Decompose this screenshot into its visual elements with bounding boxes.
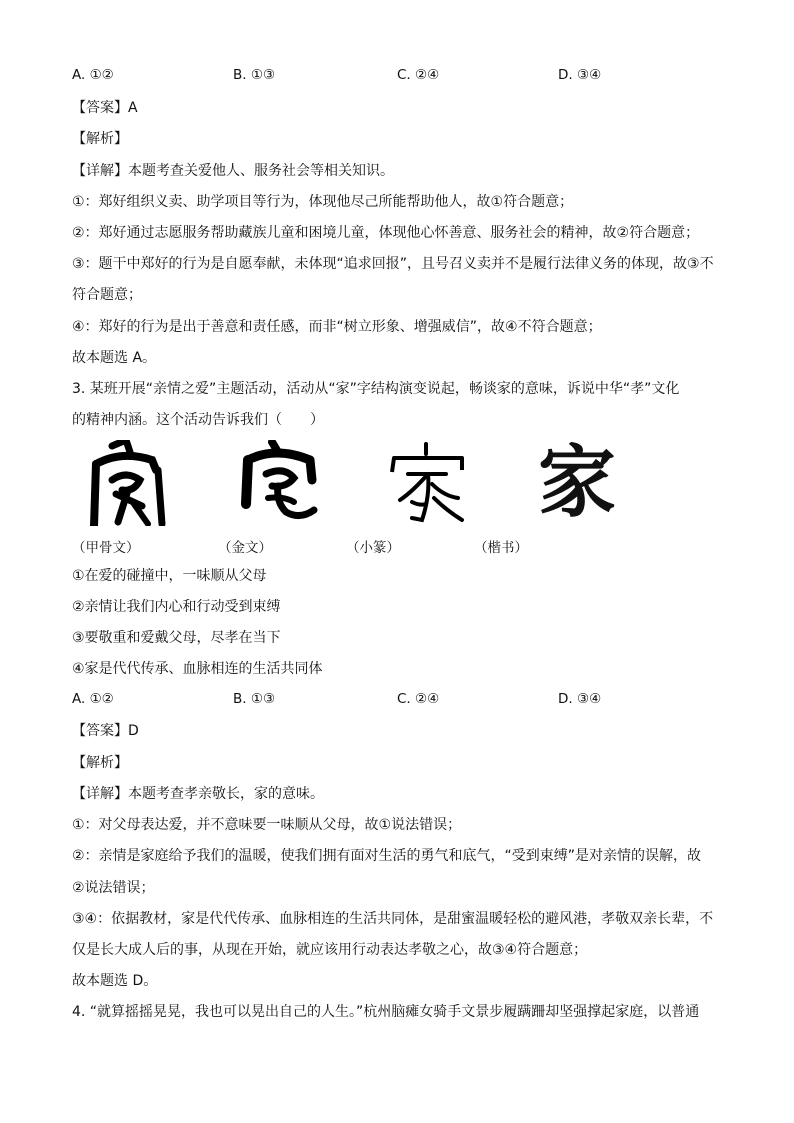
q2-line-4: 符合题意； bbox=[72, 287, 142, 303]
bronze-inscription-glyph bbox=[222, 440, 332, 526]
q3-line-2: ②：亲情是家庭给予我们的温暖，使我们拥有面对生活的勇气和底气，“受到束缚”是对亲情的误解，故 bbox=[72, 848, 702, 864]
caption-small-seal: （小篆） bbox=[346, 540, 400, 556]
q2-option-a: A. ①② bbox=[72, 67, 114, 83]
q2-line-5: ④：郑好的行为是出于善意和责任感，而非“树立形象、增强威信”，故④不符合题意； bbox=[72, 319, 602, 335]
regular-script-glyph: 家 bbox=[537, 438, 616, 528]
q3-option-c: C. ②④ bbox=[397, 691, 440, 707]
q4-stem: 4. “就算摇摇晃晃，我也可以晃出自己的人生。”杭州脑瘫女骑手文景步履蹒跚却坚强撑起家庭，以普通 bbox=[72, 1004, 700, 1020]
q3-stem-2: 的精神内涵。这个活动告诉我们（ ） bbox=[72, 412, 324, 428]
q2-option-b: B. ①③ bbox=[233, 67, 276, 83]
q2-line-1: ①：郑好组织义卖、助学项目等行为，体现他尽己所能帮助他人，故①符合题意； bbox=[72, 194, 574, 210]
q2-line-6: 故本题选 A。 bbox=[72, 350, 157, 366]
q3-option-a: A. ①② bbox=[72, 691, 114, 707]
q2-analysis-heading: 【解析】 bbox=[72, 131, 128, 147]
q3-statement-3: ③要敬重和爱戴父母，尽孝在当下 bbox=[72, 630, 281, 646]
q3-line-5: 仅是长大成人后的事，从现在开始，就应该用行动表达孝敬之心，故③④符合题意； bbox=[72, 942, 588, 958]
q2-detail: 【详解】本题考查关爱他人、服务社会等相关知识。 bbox=[72, 163, 394, 179]
caption-bronze: （金文） bbox=[218, 540, 272, 556]
oracle-bone-glyph bbox=[72, 440, 182, 526]
caption-oracle-bone: （甲骨文） bbox=[72, 540, 140, 556]
q3-option-b: B. ①③ bbox=[233, 691, 276, 707]
q2-line-3: ③：题干中郑好的行为是自愿奉献，未体现“追求回报”，且号召义卖并不是履行法律义务的体现，故③不 bbox=[72, 256, 714, 272]
q3-line-3: ②说法错误； bbox=[72, 880, 155, 896]
caption-regular-script: （楷书） bbox=[474, 540, 528, 556]
q2-answer: 【答案】A bbox=[72, 100, 138, 116]
q2-option-d: D. ③④ bbox=[558, 67, 602, 83]
q3-line-1: ①：对父母表达爱，并不意味要一味顺从父母，故①说法错误； bbox=[72, 817, 462, 833]
q3-answer: 【答案】D bbox=[72, 723, 139, 739]
q3-option-d: D. ③④ bbox=[558, 691, 602, 707]
character-evolution-figure bbox=[72, 440, 672, 560]
small-seal-glyph bbox=[372, 440, 482, 526]
q2-option-c: C. ②④ bbox=[397, 67, 440, 83]
q3-line-6: 故本题选 D。 bbox=[72, 973, 158, 989]
q3-statement-1: ①在爱的碰撞中，一味顺从父母 bbox=[72, 568, 267, 584]
q2-options bbox=[72, 67, 722, 85]
q3-stem-1: 3. 某班开展“亲情之爱”主题活动，活动从“家”字结构演变说起，畅谈家的意味，诉说中华“孝”文化 bbox=[72, 381, 680, 397]
q2-line-2: ②：郑好通过志愿服务帮助藏族儿童和困境儿童，体现他心怀善意、服务社会的精神，故②符合题意； bbox=[72, 225, 700, 241]
q3-statement-2: ②亲情让我们内心和行动受到束缚 bbox=[72, 599, 281, 615]
q3-statement-4: ④家是代代传承、血脉相连的生活共同体 bbox=[72, 661, 323, 677]
q3-detail: 【详解】本题考查孝亲敬长，家的意味。 bbox=[72, 786, 324, 802]
q3-line-4: ③④：依据教材，家是代代传承、血脉相连的生活共同体，是甜蜜温暖轻松的避风港，孝敬双亲长辈，不 bbox=[72, 911, 714, 927]
q3-options bbox=[72, 691, 722, 709]
q3-analysis-heading: 【解析】 bbox=[72, 755, 128, 771]
